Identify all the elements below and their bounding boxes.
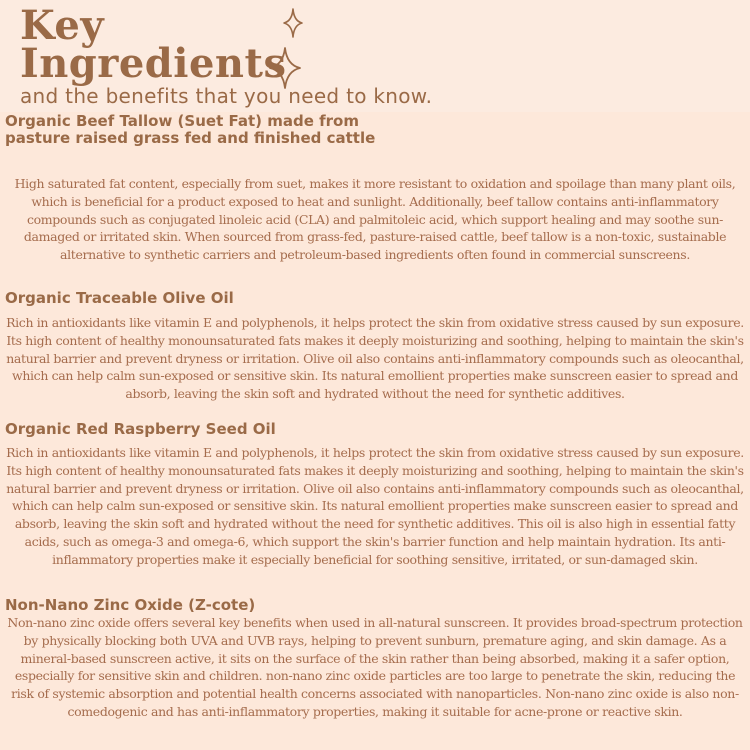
section-body-beef-tallow: High saturated fat content, especially from suet, makes it more resistant to oxidation and spoilage than many plant oils, which is beneficial for a product exposed to heat and sunlight. Additionally, beef tallow contains anti-inflammatory compounds such as conjugated linoleic acid (CLA) and palmitoleic acid, which support healing and may soothe sun-damaged or irritated skin. When sourced from grass-fed, pasture-raised cattle, beef tallow is a non-toxic, sustainable alternative to synthetic carriers and petroleum-based ingredients often found in commercial sunscreens. <box>14 176 736 263</box>
section-title-olive-oil: Organic Traceable Olive Oil <box>5 289 234 307</box>
section-body-olive-oil: Rich in antioxidants like vitamin E and polyphenols, it helps protect the skin from oxidative stress caused by sun exposure. Its high content of healthy monounsaturated fats makes it deeply moisturizing and soothing, helping to maintain the skin's natural barrier and prevent dryness or irritation. Olive oil also contains anti-inflammatory compounds such as oleocanthal, which can help calm sun-exposed or sensitive skin. Its natural emollient properties make sunscreen easier to spread and absorb, leaving the skin soft and hydrated without the need for synthetic additives. <box>6 315 744 402</box>
page-title-line-2: Ingredients <box>20 40 287 87</box>
section-title-zinc-oxide: Non-Nano Zinc Oxide (Z-cote) <box>5 596 256 614</box>
section-body-raspberry-seed-oil: Rich in antioxidants like vitamin E and polyphenols, it helps protect the skin from oxidative stress caused by sun exposure. Its high content of healthy monounsaturated fats makes it deeply moisturizing and soothing, helping to maintain the skin's natural barrier and prevent dryness or irritation. Olive oil also contains anti-inflammatory compounds such as oleocanthal, which can help calm sun-exposed or sensitive skin. Its natural emollient properties make sunscreen easier to spread and absorb, leaving the skin soft and hydrated without the need for synthetic additives. This oil is also high in essential fatty acids, such as omega-3 and omega-6, which support the skin's barrier function and help maintain hydration. Its anti-inflammatory properties make it especially beneficial for soothing sensitive, irritated, or sun-damaged skin. <box>6 445 744 567</box>
page-subtitle: and the benefits that you need to know. <box>20 84 433 108</box>
section-title-raspberry-seed-oil: Organic Red Raspberry Seed Oil <box>5 420 276 438</box>
page-title-line-1: Key <box>20 2 105 49</box>
section-title-beef-tallow: Organic Beef Tallow (Suet Fat) made from pasture raised grass fed and finished cattle <box>5 112 376 147</box>
section-body-zinc-oxide: Non-nano zinc oxide offers several key benefits when used in all-natural sunscreen. It provides broad-spectrum protection by physically blocking both UVA and UVB rays, helping to prevent sunburn, premature aging, and skin damage. As a mineral-based sunscreen active, it sits on the surface of the skin rather than being absorbed, making it a safer option, especially for sensitive skin and children. non-nano zinc oxide particles are too large to penetrate the skin, reducing the risk of systemic absorption and potential health concerns associated with nanoparticles. Non-nano zinc oxide is also non-comedogenic and has anti-inflammatory properties, making it suitable for acne-prone or reactive skin. <box>7 615 743 719</box>
sparkle-icon <box>283 8 303 38</box>
